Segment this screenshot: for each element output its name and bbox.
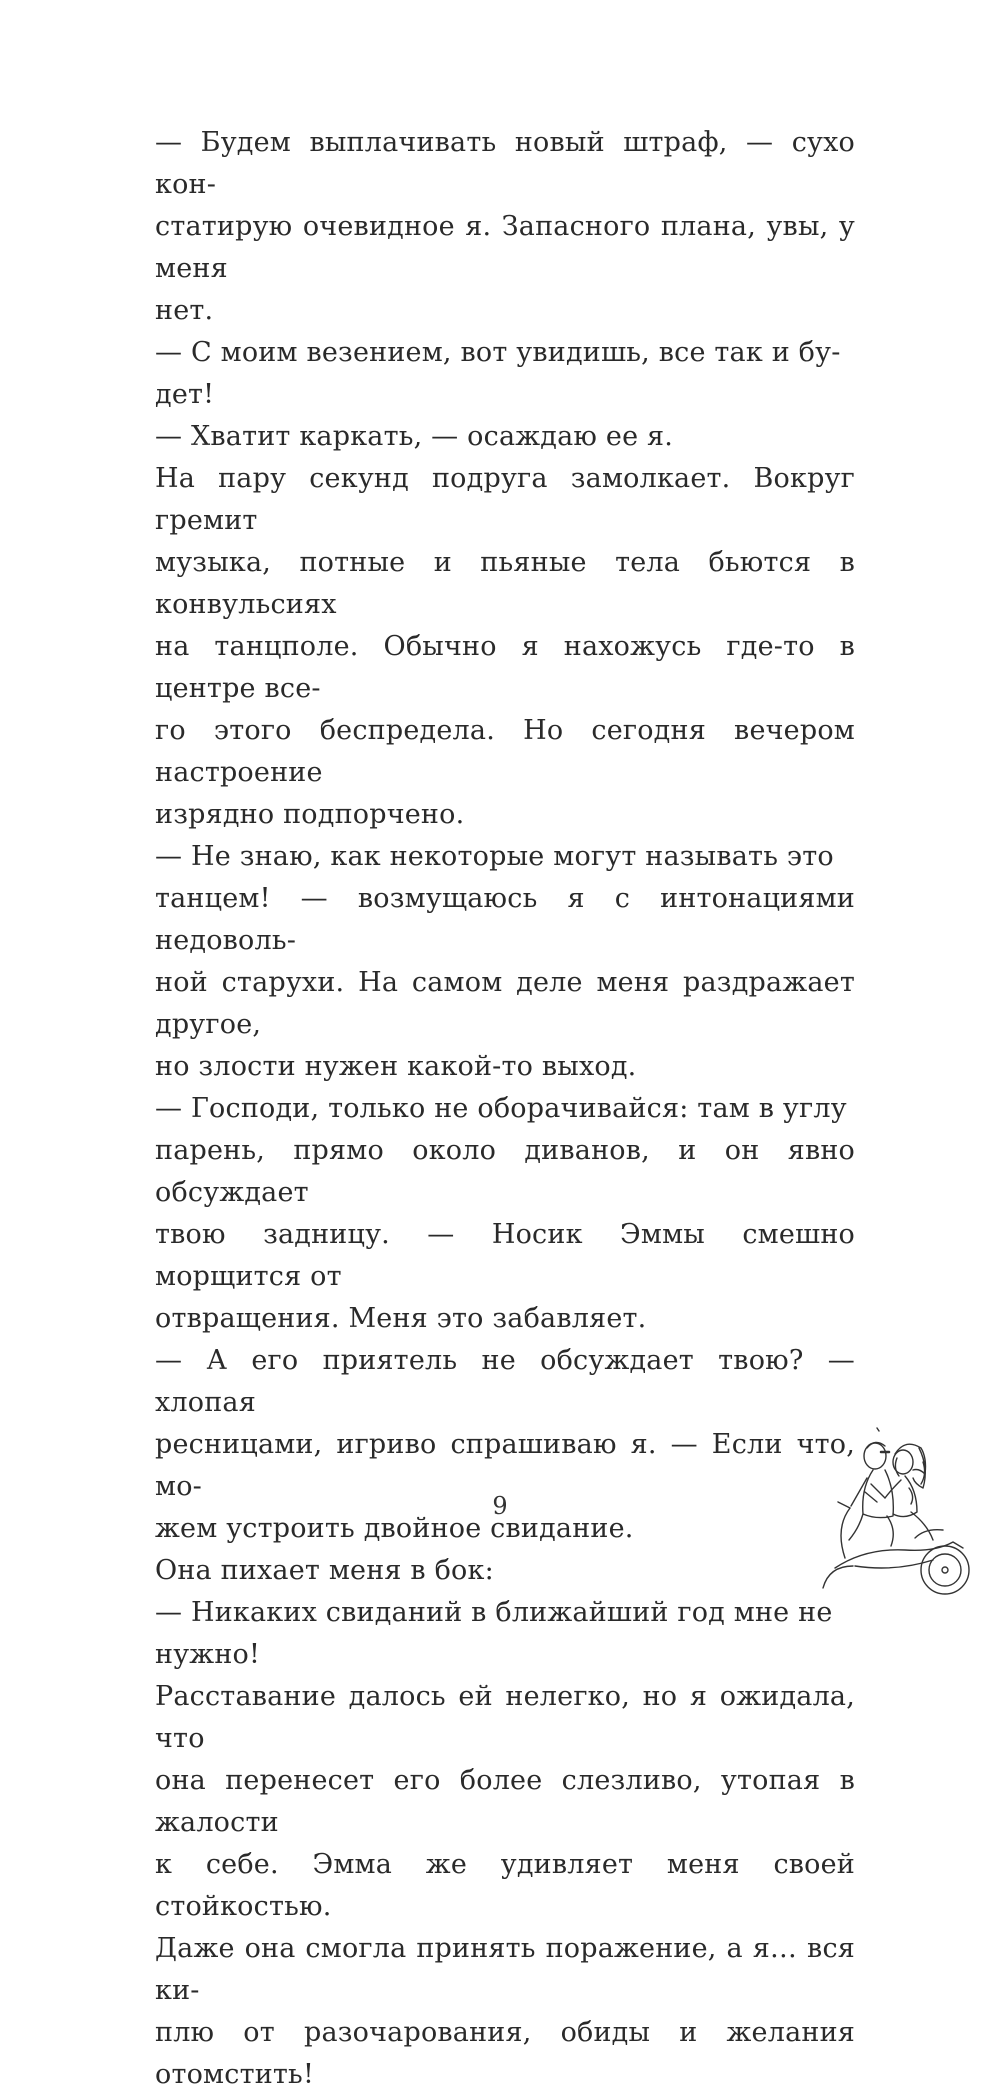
couple-on-scooter-icon bbox=[815, 1418, 985, 1608]
paragraph-1: — Будем выплачивать новый штраф, — сухо кон- статирую очевидное я. Запасного плана, увы, у меня нет. bbox=[155, 127, 855, 326]
paragraph-2: — С моим везением, вот увидишь, все так и бу- дет! bbox=[155, 337, 841, 410]
paragraph-9: — Никаких свиданий в ближайший год мне не нужно! bbox=[155, 1597, 833, 1670]
body-text bbox=[155, 122, 855, 2096]
paragraph-3: — Хватит каркать, — осаждаю ее я. bbox=[155, 421, 674, 452]
paragraph-6: — Господи, только не оборачивайся: там в углу парень, прямо около диванов, и он явно обсуждает твою задницу. — Носик Эммы смешно морщится от отвращения. Меня это забавляет. bbox=[155, 1093, 855, 1334]
page-number: 9 bbox=[492, 1492, 508, 1520]
paragraph-4: На пару секунд подруга замолкает. Вокруг гремит музыка, потные и пьяные тела бьются в конвульсиях на танцполе. Обычно я нахожусь где-то в центре все- го этого беспредела. Но сегодня вечером настроение изрядно подпорчено. bbox=[155, 463, 855, 830]
paragraph-7: — А его приятель не обсуждает твою? — хлопая ресницами, игриво спрашиваю я. — Если что, мо- жем устроить двойное свидание. bbox=[155, 1345, 855, 1544]
paragraph-10: Расставание далось ей нелегко, но я ожидала, что она перенесет его более слезливо, утопая в жалости к себе. Эмма же удивляет меня своей стойкостью. Даже она смогла принять поражение, а я… вся ки- плю от разочарования, обиды и желания отомстить! bbox=[155, 1681, 855, 2090]
paragraph-8: Она пихает меня в бок: bbox=[155, 1555, 494, 1586]
paragraph-5: — Не знаю, как некоторые могут называть это танцем! — возмущаюсь я с интонациями недоволь- ной старухи. На самом деле меня раздражает другое, но злости нужен какой-то выход. bbox=[155, 841, 855, 1082]
